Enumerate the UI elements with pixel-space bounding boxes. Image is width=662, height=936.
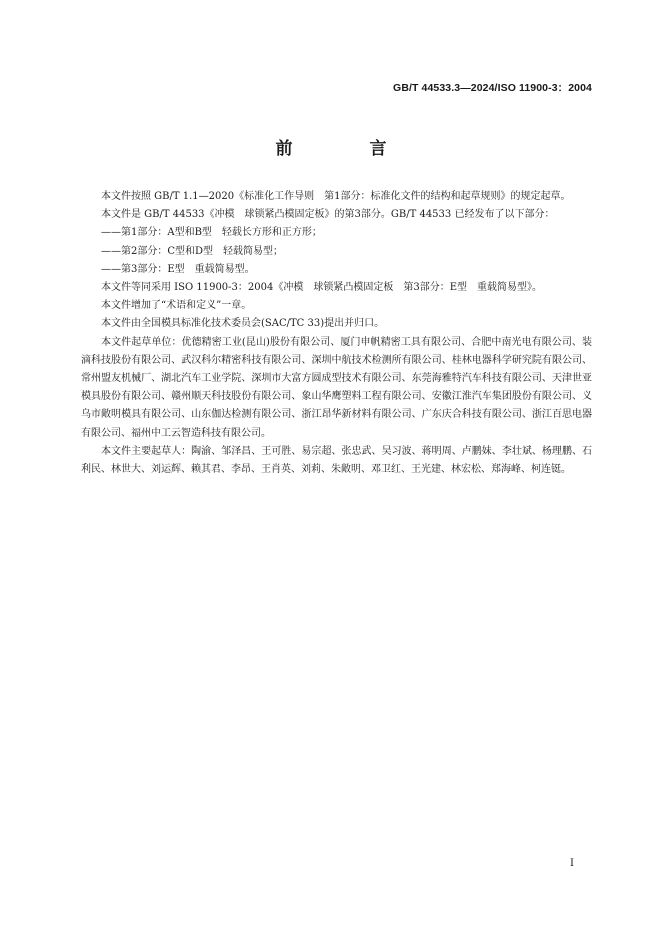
- paragraph-drafting-rules: 本文件按照 GB/T 1.1—2020《标准化工作导则 第1部分：标准化文件的结构和起草规则》的规定起草。: [101, 191, 571, 202]
- standard-number-header: GB/T 44533.3—2024/ISO 11900-3：2004: [393, 82, 592, 94]
- list-item-part-2: ——第2部分：C型和D型 轻载简易型；: [101, 245, 284, 257]
- paragraph-drafting-units: 本文件起草单位：优德精密工业(昆山)股份有限公司、厦门申帆精密工具有限公司、合肥中南光电有限公司、装滴科技股份有限公司、武汉科尔精密科技有限公司、深圳中航技术检测所有限公司、桂林电器科学研究院有限公司、常州盟友机械厂、湖北汽车工业学院、深圳市大富方圆成型技术有限公司、东莞海雅特汽车科技有限公司、天津世亚模具股份有限公司、赣州顺天科技股份有限公司、象山华鹰塑料工程有限公司、安徽江淮汽车集团股份有限公司、义乌市敞明模具有限公司、山东伽达检测有限公司、浙江昂华新材料有限公司、广东庆合科技有限公司、浙江百思电器有限公司、福州中工云智造科技有限公司。: [81, 336, 592, 439]
- page-number: I: [570, 858, 574, 869]
- paragraph-drafters: 本文件主要起草人：陶渝、邹泽昌、王可胜、易宗超、张忠武、吴习波、蒋明周、卢鹏妹、李壮斌、杨理鹏、石利民、林世大、刘运辉、赖其君、李昂、王肖英、刘莉、朱敞明、邓卫红、王光建、林宏松、郑海峰、柯连铤。: [81, 445, 592, 476]
- page-title: 前 言: [275, 139, 417, 159]
- paragraph-iso-adoption: 本文件等同采用 ISO 11900-3：2004《冲模 球锁紧凸模固定板 第3部分：E型 重载简易型》。: [101, 282, 543, 294]
- list-item-part-1: ——第1部分：A型和B型 轻载长方形和正方形；: [101, 227, 322, 239]
- paragraph-committee: 本文件由全国模具标准化技术委员会(SAC/TC 33)提出并归口。: [101, 318, 385, 330]
- paragraph-added-chapter: 本文件增加了“术语和定义”一章。: [101, 300, 252, 312]
- paragraph-series-intro: 本文件是 GB/T 44533《冲模 球锁紧凸模固定板》的第3部分。GB/T 44533 已经发布了以下部分：: [101, 209, 555, 221]
- foreword-body: [81, 188, 592, 479]
- list-item-part-3: ——第3部分：E型 重载简易型。: [101, 263, 255, 275]
